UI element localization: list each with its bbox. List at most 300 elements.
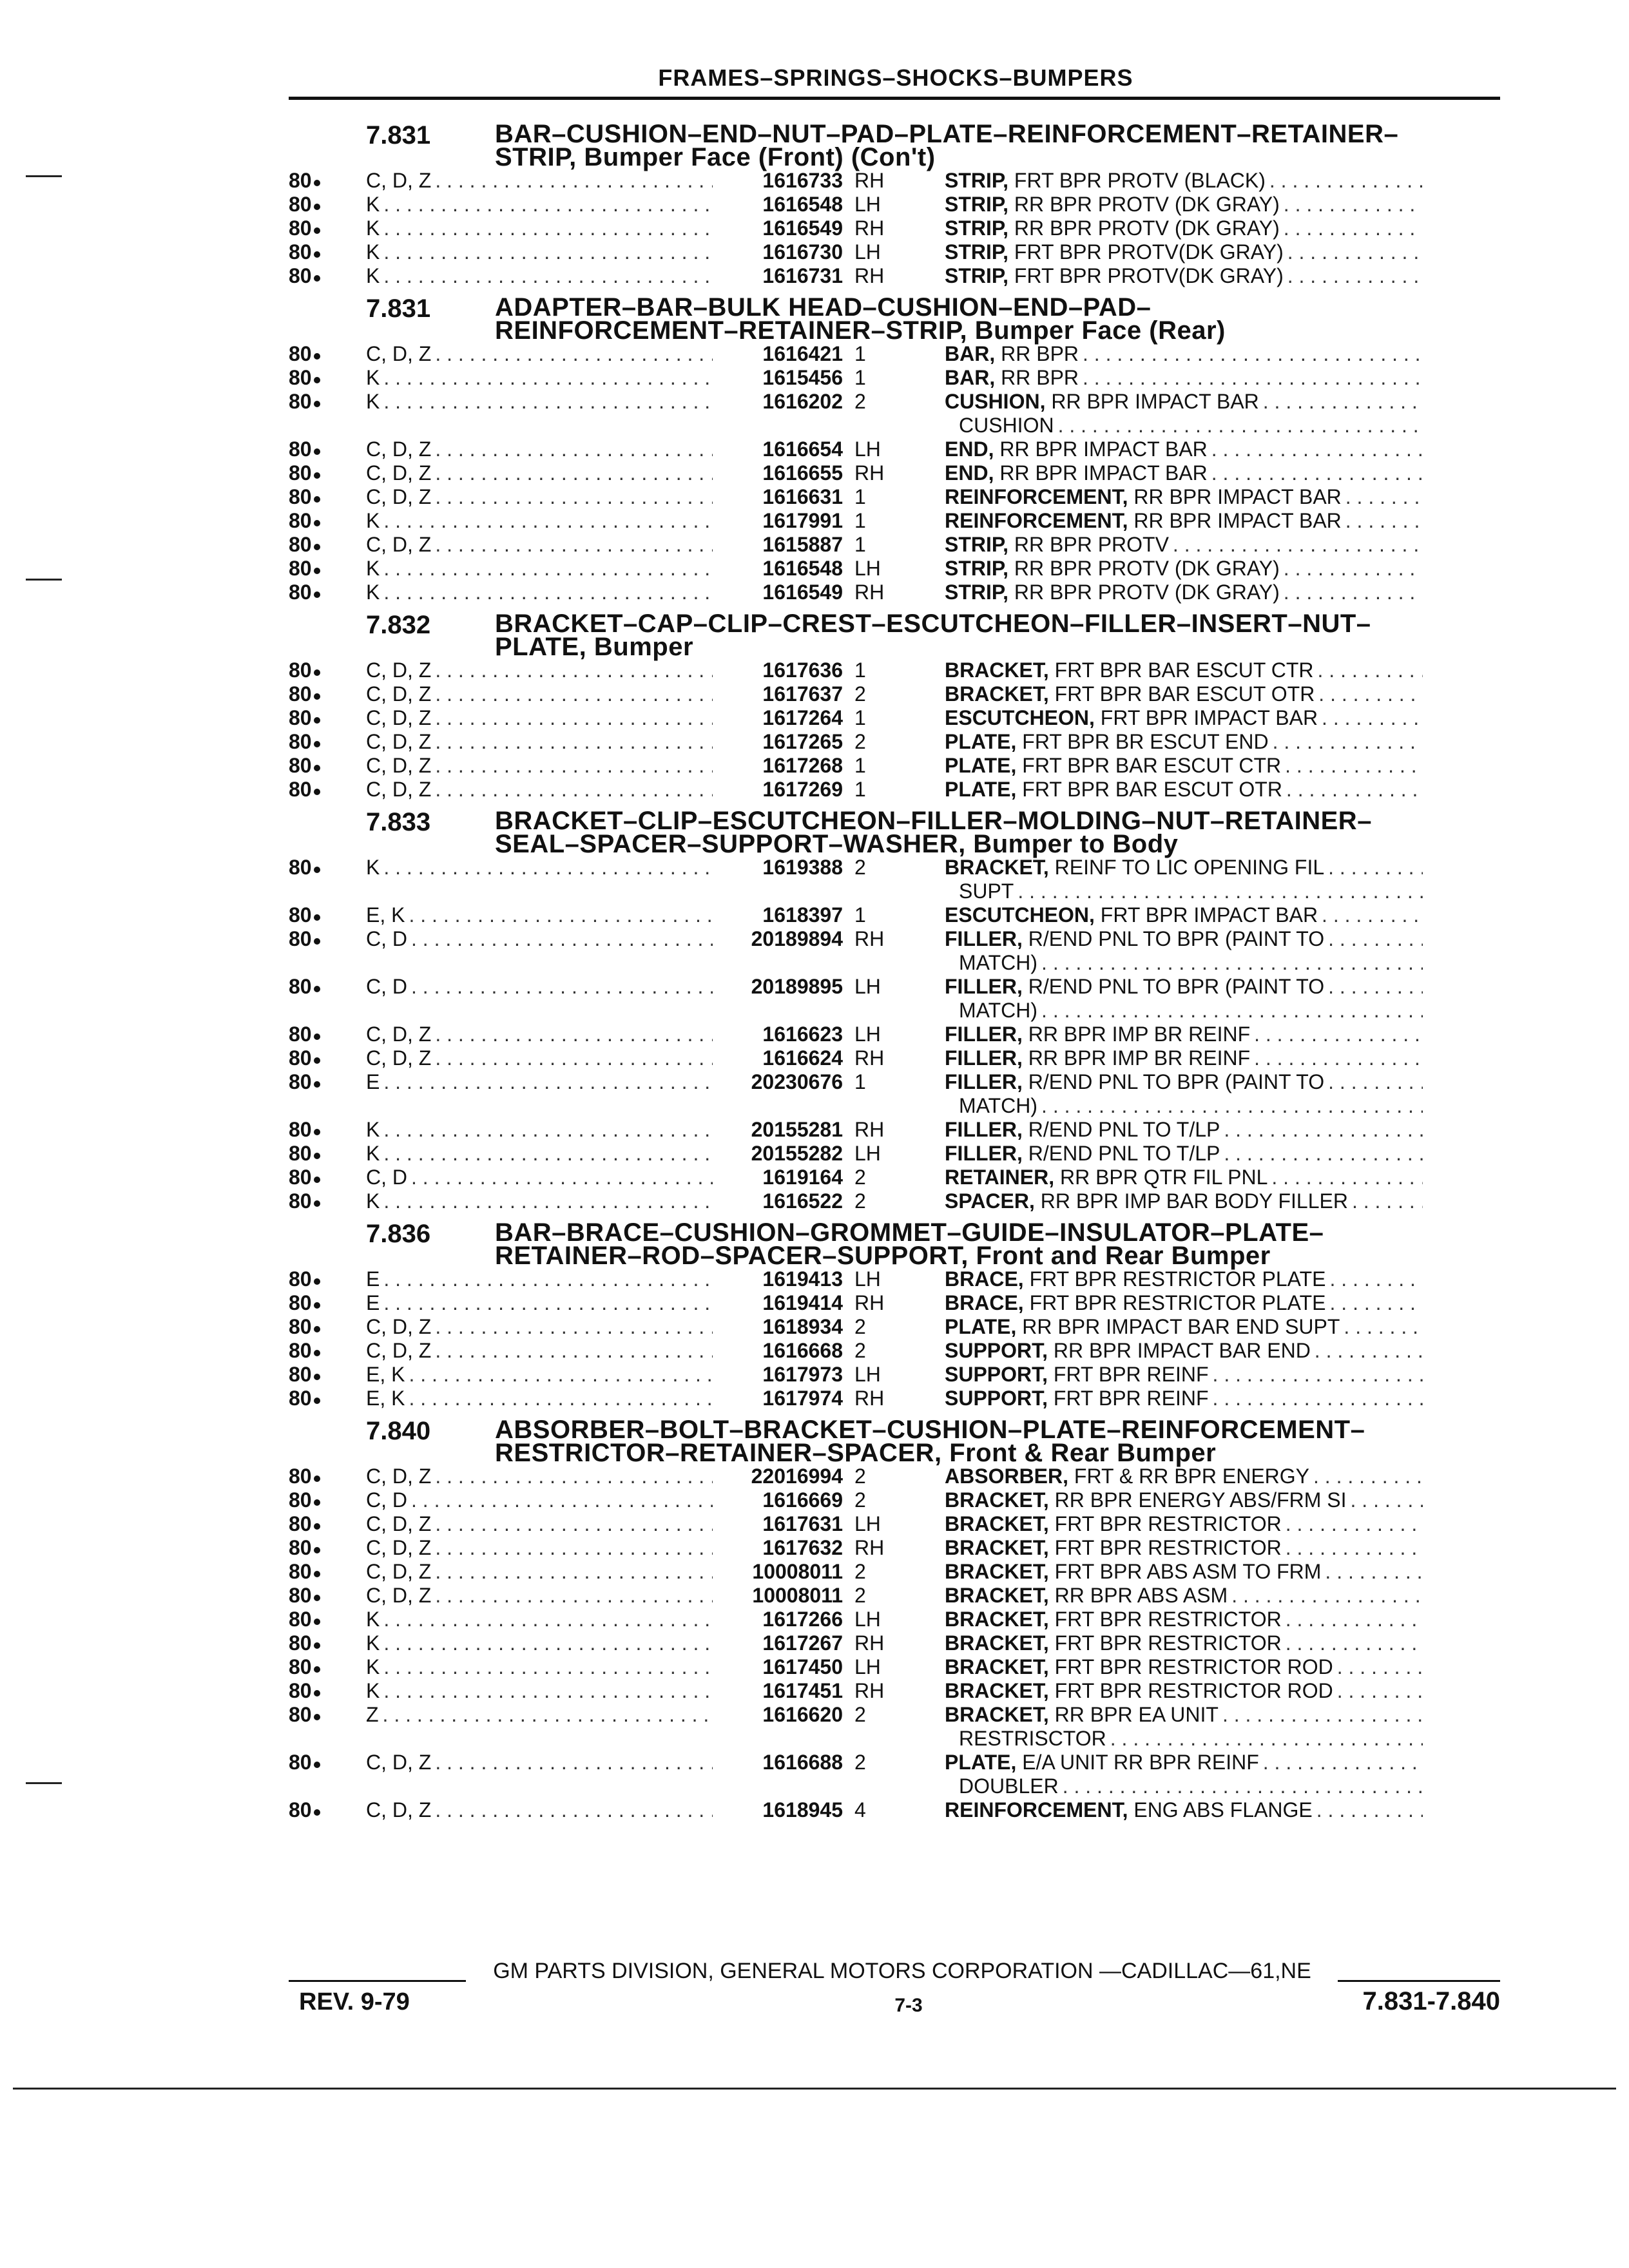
model-year: 80 (289, 437, 312, 461)
model-year-cell (289, 903, 366, 927)
description-noun: BRACKET, (945, 682, 1049, 706)
description-detail: RR BPR IMPACT BAR END SUPT (1016, 1315, 1340, 1338)
model-year-cell (289, 975, 366, 999)
description-text (945, 927, 1328, 951)
model-year-cell (289, 1488, 366, 1512)
section-title-line: RESTRICTOR–RETAINER–SPACER, Front & Rear Bumper (495, 1439, 1217, 1467)
part-row (289, 1339, 1500, 1363)
description-noun: CUSHION, (945, 390, 1046, 413)
footer-publisher: GM PARTS DIVISION, GENERAL MOTORS CORPORATION —CADILLAC—61,NE (493, 1959, 1311, 1983)
description-text (959, 1094, 1041, 1118)
model-code-cell (366, 1798, 713, 1822)
model-codes: C, D, Z (366, 706, 432, 729)
section-4 (289, 1218, 1500, 1410)
dot-leader (435, 778, 713, 802)
dot-leader (1318, 682, 1423, 706)
model-codes: K (366, 1142, 380, 1165)
part-number: 20230676 (751, 1070, 843, 1093)
model-year-cell (289, 1584, 366, 1608)
model-year: 80 (289, 730, 312, 753)
part-number: 1617266 (762, 1608, 843, 1631)
part-number: 1618934 (762, 1315, 843, 1338)
model-code-cell (366, 390, 713, 414)
description-line (945, 557, 1423, 581)
part-row (289, 390, 1500, 437)
description-line (945, 414, 1423, 437)
model-year: 80 (289, 581, 312, 604)
description (945, 1536, 1423, 1560)
model-year-cell (289, 1315, 366, 1339)
description-text (945, 1023, 1254, 1046)
part-number: 1617267 (762, 1631, 843, 1655)
part-number: 1616548 (762, 557, 843, 580)
quantity: 2 (854, 1703, 866, 1726)
bullet-dot (314, 1475, 320, 1482)
description (945, 903, 1423, 927)
quantity: 2 (854, 1465, 866, 1488)
dot-leader (1110, 1727, 1423, 1751)
part-number: 1619414 (762, 1291, 843, 1314)
model-year-cell (289, 485, 366, 509)
section-title-line: ABSORBER–BOLT–BRACKET–CUSHION–PLATE–REINFORCEMENT– (495, 1416, 1365, 1444)
description-line (945, 437, 1423, 461)
description-noun: BRACKET, (945, 1655, 1049, 1678)
part-number: 1617631 (762, 1512, 843, 1535)
description-detail: FRT BPR BAR ESCUT CTR (1016, 754, 1282, 777)
dot-leader (435, 1536, 713, 1560)
description (945, 1142, 1423, 1166)
bullet-dot (314, 401, 320, 407)
description-detail: FRT BPR BAR ESCUT OTR (1048, 682, 1315, 706)
model-year-cell (289, 1560, 366, 1584)
description-line (945, 342, 1423, 366)
model-code-cell (366, 1655, 713, 1679)
description-detail: RR BPR IMPACT BAR (1045, 390, 1259, 413)
model-code-cell (366, 1512, 713, 1536)
description-noun: STRIP, (945, 557, 1008, 580)
footer-revision: REV. 9-79 (299, 1988, 410, 2015)
dot-leader (1316, 1798, 1423, 1822)
description-text (945, 1166, 1271, 1189)
description-noun: REINFORCEMENT, (945, 1798, 1128, 1821)
dot-leader (1330, 1267, 1423, 1291)
model-codes: C, D, Z (366, 754, 432, 777)
model-code-cell (366, 975, 713, 999)
bullet-dot (314, 1595, 320, 1601)
bullet-dot (314, 1499, 320, 1506)
description-noun: RETAINER, (945, 1166, 1055, 1189)
model-code-cell (366, 557, 713, 581)
model-code-cell (366, 1166, 713, 1189)
part-number: 20155281 (751, 1118, 843, 1141)
part-number: 1616631 (762, 485, 843, 508)
part-number: 22016994 (751, 1465, 843, 1488)
description-detail: RR BPR IMP BAR BODY FILLER (1034, 1189, 1348, 1213)
dot-leader (1213, 1363, 1423, 1387)
model-codes: C, D, Z (366, 342, 432, 365)
part-number: 1616655 (762, 461, 843, 485)
description-text (945, 1465, 1313, 1488)
quantity: RH (854, 1631, 885, 1655)
dot-leader (383, 1608, 713, 1631)
dot-leader (1083, 342, 1423, 366)
part-number: 20189894 (751, 927, 843, 950)
description-detail: RR BPR PROTV (DK GRAY) (1008, 581, 1280, 604)
description-detail: FRT BPR BAR ESCUT CTR (1048, 658, 1314, 682)
dot-leader (411, 927, 713, 951)
description-noun: FILLER, (945, 927, 1023, 950)
dot-leader (435, 169, 713, 193)
model-year-cell (289, 1387, 366, 1410)
model-year-cell (289, 169, 366, 193)
description-detail: FRT BPR BAR ESCUT OTR (1016, 778, 1282, 801)
part-row (289, 1315, 1500, 1339)
dot-leader (1284, 581, 1423, 604)
quantity: RH (854, 581, 885, 604)
description-text (945, 437, 1211, 461)
section-heading (289, 610, 1500, 661)
dot-leader (1337, 1679, 1423, 1703)
description-detail: R/END PNL TO T/LP (1022, 1118, 1220, 1141)
model-year: 80 (289, 1267, 312, 1291)
dot-leader (435, 461, 713, 485)
model-year-cell (289, 193, 366, 216)
dot-leader (1058, 414, 1423, 437)
dot-leader (1041, 1094, 1423, 1118)
description (945, 778, 1423, 802)
model-codes: C, D, Z (366, 437, 432, 461)
description-text (959, 1727, 1110, 1751)
part-number: 1617269 (762, 778, 843, 801)
model-year: 80 (289, 1387, 312, 1410)
bullet-dot (314, 227, 320, 234)
description-text (945, 1655, 1337, 1679)
model-year: 80 (289, 1512, 312, 1535)
dot-leader (435, 1023, 713, 1046)
bullet-dot (314, 1547, 320, 1553)
description-line (945, 730, 1423, 754)
quantity: 4 (854, 1798, 866, 1821)
part-number: 1616549 (762, 216, 843, 240)
model-year: 80 (289, 706, 312, 729)
dot-leader (411, 1166, 713, 1189)
quantity: RH (854, 1118, 885, 1141)
section-title (495, 1418, 1365, 1465)
description-line (945, 1315, 1423, 1339)
part-number: 10008011 (752, 1584, 843, 1607)
bullet-dot (314, 1200, 320, 1207)
description-detail: FRT BPR PROTV(DK GRAY) (1008, 240, 1284, 264)
dot-leader (383, 1291, 713, 1315)
description-noun: BAR, (945, 342, 996, 365)
dot-leader (435, 437, 713, 461)
model-year: 80 (289, 1142, 312, 1165)
quantity: RH (854, 169, 885, 192)
description (945, 390, 1423, 437)
quantity: 2 (854, 1560, 866, 1583)
model-year-cell (289, 461, 366, 485)
dot-leader (409, 903, 713, 927)
description (945, 264, 1423, 288)
description-line (945, 1751, 1423, 1774)
quantity: 2 (854, 1189, 866, 1213)
description-noun: STRIP, (945, 193, 1008, 216)
quantity: RH (854, 461, 885, 485)
model-year: 80 (289, 1465, 312, 1488)
part-row (289, 533, 1500, 557)
model-year: 80 (289, 778, 312, 801)
part-number: 1617637 (762, 682, 843, 706)
description-noun: STRIP, (945, 169, 1008, 192)
model-year: 80 (289, 1189, 312, 1213)
description-noun: PLATE, (945, 778, 1017, 801)
part-number: 1616421 (762, 342, 843, 365)
part-number: 1615456 (762, 366, 843, 389)
dot-leader (1318, 658, 1423, 682)
dot-leader (383, 240, 713, 264)
model-codes: K (366, 193, 380, 216)
description (945, 1118, 1423, 1142)
quantity: RH (854, 1387, 885, 1410)
part-number: 1617974 (762, 1387, 843, 1410)
model-year-cell (289, 240, 366, 264)
description-detail: RR BPR IMP BR REINF (1022, 1023, 1251, 1046)
part-number: 1616668 (762, 1339, 843, 1362)
part-number: 1616733 (762, 169, 843, 192)
model-codes: C, D, Z (366, 1536, 432, 1559)
dot-leader (1328, 975, 1423, 999)
quantity: LH (854, 1267, 881, 1291)
model-code-cell (366, 903, 713, 927)
dot-leader (1211, 461, 1423, 485)
model-year: 80 (289, 1315, 312, 1338)
bullet-dot (314, 693, 320, 700)
description (945, 1679, 1423, 1703)
model-codes: K (366, 1655, 380, 1678)
part-number: 1617268 (762, 754, 843, 777)
part-number: 1617264 (762, 706, 843, 729)
description-noun: FILLER, (945, 1023, 1023, 1046)
quantity: RH (854, 1536, 885, 1559)
section-title (495, 610, 1371, 661)
footer-page-number: 7-3 (894, 1995, 923, 2016)
description-detail: CUSHION (959, 414, 1054, 437)
model-year-cell (289, 1608, 366, 1631)
description-detail: FRT BPR REINF (1048, 1363, 1209, 1386)
section-0 (289, 122, 1500, 288)
description-text (945, 682, 1318, 706)
model-code-cell (366, 1703, 713, 1727)
part-row (289, 437, 1500, 461)
description-noun: STRIP, (945, 240, 1008, 264)
description-line (945, 754, 1423, 778)
model-codes: C, D, Z (366, 1315, 432, 1338)
dot-leader (383, 1703, 713, 1727)
dot-leader (383, 1189, 713, 1213)
description-line (945, 903, 1423, 927)
section-title-line: ADAPTER–BAR–BULK HEAD–CUSHION–END–PAD– (495, 293, 1152, 322)
model-codes: K (366, 264, 380, 287)
model-year: 80 (289, 366, 312, 389)
quantity: RH (854, 216, 885, 240)
section-heading (289, 1218, 1500, 1270)
description-text (945, 1488, 1351, 1512)
description-detail: MATCH) (959, 951, 1038, 974)
description-text (945, 390, 1263, 414)
bullet-dot (314, 1398, 320, 1404)
description-noun: BRACKET, (945, 1703, 1049, 1726)
model-codes: C, D, Z (366, 1512, 432, 1535)
part-number: 1616620 (762, 1703, 843, 1726)
model-year: 80 (289, 390, 312, 413)
description-noun: BRACE, (945, 1291, 1024, 1314)
part-number: 1619388 (762, 856, 843, 879)
dot-leader (383, 1655, 713, 1679)
quantity: LH (854, 193, 881, 216)
quantity: LH (854, 975, 881, 998)
dot-leader (1211, 437, 1423, 461)
bullet-dot (314, 1714, 320, 1720)
model-codes: C, D, Z (366, 169, 432, 192)
description-line (945, 1267, 1423, 1291)
description-text (959, 999, 1041, 1023)
part-row (289, 1118, 1500, 1142)
model-year-cell (289, 1046, 366, 1070)
model-codes: E (366, 1070, 380, 1093)
model-year: 80 (289, 1339, 312, 1362)
section-number: 7.833 (366, 808, 431, 836)
model-year: 80 (289, 927, 312, 950)
part-row (289, 1751, 1500, 1798)
dot-leader (1083, 366, 1423, 390)
model-year: 80 (289, 1798, 312, 1821)
description (945, 193, 1423, 216)
bullet-dot (314, 1571, 320, 1577)
quantity: 1 (854, 903, 866, 927)
description-text (945, 754, 1285, 778)
description-noun: PLATE, (945, 754, 1017, 777)
model-year-cell (289, 1142, 366, 1166)
bullet-dot (314, 669, 320, 676)
description-detail: RR BPR QTR FIL PNL (1054, 1166, 1268, 1189)
model-year: 80 (289, 240, 312, 264)
description (945, 1798, 1423, 1822)
description-line (945, 1655, 1423, 1679)
part-number: 1616202 (762, 390, 843, 413)
description-line (945, 169, 1423, 193)
part-number: 10008011 (752, 1560, 843, 1583)
dot-leader (383, 1679, 713, 1703)
part-row (289, 1679, 1500, 1703)
part-row (289, 1631, 1500, 1655)
part-row (289, 927, 1500, 975)
part-number: 1617450 (762, 1655, 843, 1678)
model-year-cell (289, 706, 366, 730)
dot-leader (383, 193, 713, 216)
description (945, 1488, 1423, 1512)
dot-leader (383, 1631, 713, 1655)
model-code-cell (366, 856, 713, 879)
description-noun: STRIP, (945, 216, 1008, 240)
description-text (945, 264, 1287, 288)
dot-leader (383, 216, 713, 240)
dot-leader (1269, 169, 1423, 193)
part-row (289, 754, 1500, 778)
model-year: 80 (289, 1046, 312, 1070)
description (945, 581, 1423, 604)
model-year-cell (289, 1631, 366, 1655)
description-text (945, 342, 1083, 366)
dot-leader (411, 975, 713, 999)
section-title-line: BRACKET–CLIP–ESCUTCHEON–FILLER–MOLDING–NUT–RETAINER– (495, 807, 1372, 835)
bullet-dot (314, 1642, 320, 1649)
description-line (945, 1118, 1423, 1142)
part-row (289, 1142, 1500, 1166)
part-number: 1616623 (762, 1023, 843, 1046)
dot-leader (383, 264, 713, 288)
description (945, 169, 1423, 193)
bullet-dot (314, 789, 320, 795)
bullet-dot (314, 1057, 320, 1064)
part-number: 1616669 (762, 1488, 843, 1512)
model-year-cell (289, 1023, 366, 1046)
model-year: 80 (289, 1608, 312, 1631)
description-line (945, 581, 1423, 604)
model-codes: C, D, Z (366, 682, 432, 706)
model-code-cell (366, 1046, 713, 1070)
section-3 (289, 809, 1500, 1213)
quantity: RH (854, 1046, 885, 1070)
description-line (945, 951, 1423, 975)
dot-leader (1287, 264, 1423, 288)
model-code-cell (366, 1387, 713, 1410)
description-text (945, 1189, 1352, 1213)
model-code-cell (366, 1631, 713, 1655)
model-year-cell (289, 730, 366, 754)
description-text (945, 1046, 1254, 1070)
model-year: 80 (289, 485, 312, 508)
quantity: 1 (854, 754, 866, 777)
model-codes: K (366, 1608, 380, 1631)
quantity: 2 (854, 390, 866, 413)
model-code-cell (366, 927, 713, 951)
description-detail: RR BPR IMPACT BAR (1128, 485, 1342, 508)
bullet-dot (314, 568, 320, 574)
model-year-cell (289, 557, 366, 581)
quantity: LH (854, 1655, 881, 1678)
dot-leader (1330, 1291, 1423, 1315)
description-detail: FRT BPR IMPACT BAR (1094, 706, 1318, 729)
part-row (289, 975, 1500, 1023)
description (945, 1631, 1423, 1655)
part-row (289, 778, 1500, 802)
model-year-cell (289, 1267, 366, 1291)
description (945, 240, 1423, 264)
description-detail: ENG ABS FLANGE (1128, 1798, 1313, 1821)
description-detail: RR BPR EA UNIT (1048, 1703, 1219, 1726)
quantity: 2 (854, 730, 866, 753)
description-text (945, 1560, 1325, 1584)
dot-leader (383, 366, 713, 390)
description-detail: RR BPR PROTV (DK GRAY) (1008, 216, 1280, 240)
description-line (945, 264, 1423, 288)
quantity: 2 (854, 1339, 866, 1362)
dot-leader (1344, 1315, 1423, 1339)
description (945, 730, 1423, 754)
model-code-cell (366, 485, 713, 509)
quantity: 2 (854, 682, 866, 706)
model-year-cell (289, 658, 366, 682)
